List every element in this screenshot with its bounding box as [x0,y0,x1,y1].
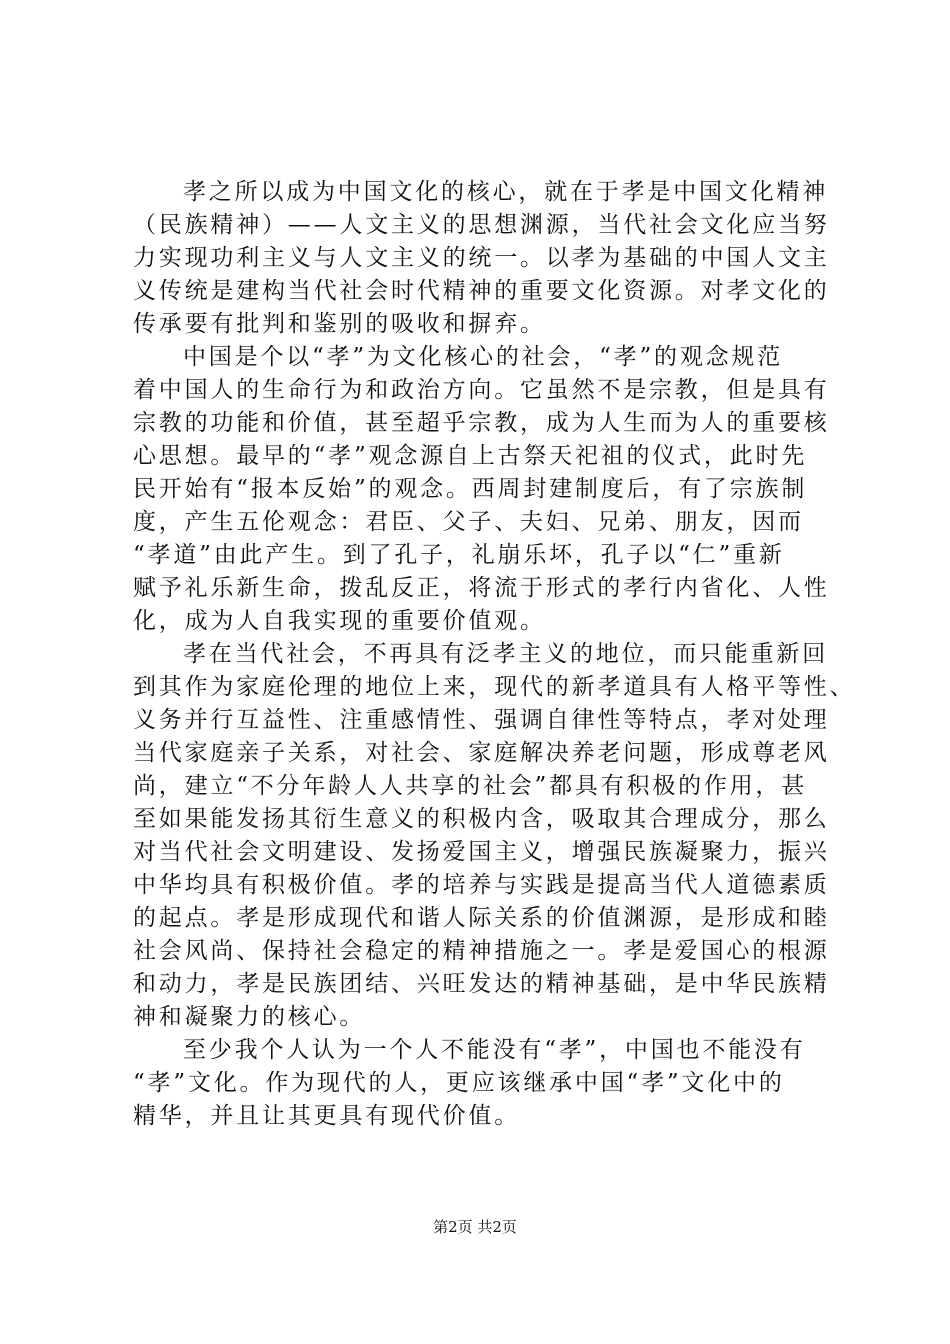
paragraph-1-line-5: 传承要有批判和鉴别的吸收和摒弃。 [133,311,546,337]
paragraph-3-line-11: 和动力，孝是民族团结、兴旺发达的精神基础，是中华民族精 [133,971,830,997]
paragraph-3-line-2: 到其作为家庭伦理的地位上来，现代的新孝道具有人格平等性、 [133,674,856,700]
paragraph-3-line-7: 对当代社会文明建设、发扬爱国主义，增强民族凝聚力，振兴 [133,839,830,865]
document-body [133,176,856,1133]
page-number-footer: 第2页 共2页 [433,1218,517,1236]
paragraph-2-line-1: 中国是个以“孝”为文化核心的社会，“孝”的观念规范 [183,344,784,370]
paragraph-1-line-1: 孝之所以成为中国文化的核心，就在于孝是中国文化精神 [183,179,828,205]
paragraph-3-line-3: 义务并行互益性、注重感情性、强调自律性等特点，孝对处理 [133,707,830,733]
paragraph-3-line-4: 当代家庭亲子关系，对社会、家庭解决养老问题，形成尊老风 [133,740,830,766]
paragraph-2-line-3: 宗教的功能和价值，甚至超乎宗教，成为人生而为人的重要核 [133,410,830,436]
paragraph-1-line-2: （民族精神）——人文主义的思想渊源，当代社会文化应当努 [133,212,830,238]
paragraph-2-line-2: 着中国人的生命行为和政治方向。它虽然不是宗教，但是具有 [133,377,830,403]
paragraph-2-line-9: 化，成为人自我实现的重要价值观。 [133,608,546,634]
paragraph-4-line-3: 精华，并且让其更具有现代价值。 [133,1103,520,1129]
paragraph-1-line-4: 义传统是建构当代社会时代精神的重要文化资源。对孝文化的 [133,278,830,304]
paragraph-3-line-12: 神和凝聚力的核心。 [133,1004,366,1030]
paragraph-1-line-3: 力实现功利主义与人文主义的统一。以孝为基础的中国人文主 [133,245,830,271]
paragraph-2-line-7: “孝道”由此产生。到了孔子，礼崩乐坏，孔子以“仁”重新 [133,542,785,568]
paragraph-2-line-5: 民开始有“报本反始”的观念。西周封建制度后，有了宗族制 [133,476,808,502]
paragraph-2-line-8: 赋予礼乐新生命，拨乱反正，将流于形式的孝行内省化、人性 [133,575,830,601]
paragraph-3-line-9: 的起点。孝是形成现代和谐人际关系的价值渊源，是形成和睦 [133,905,830,931]
paragraph-3-line-10: 社会风尚、保持社会稳定的精神措施之一。孝是爱国心的根源 [133,938,830,964]
paragraph-3-line-6: 至如果能发扬其衍生意义的积极内含，吸取其合理成分，那么 [133,806,830,832]
paragraph-2-line-6: 度，产生五伦观念：君臣、父子、夫妇、兄弟、朋友，因而 [133,509,804,535]
paragraph-3-line-5: 尚，建立“不分年龄人人共享的社会”都具有积极的作用，甚 [133,773,808,799]
paragraph-4-line-1: 至少我个人认为一个人不能没有“孝”，中国也不能没有 [183,1037,806,1063]
paragraph-2-line-4: 心思想。最早的“孝”观念源自上古祭天祀祖的仪式，此时先 [133,443,808,469]
paragraph-3-line-8: 中华均具有积极价值。孝的培养与实践是提高当代人道德素质 [133,872,830,898]
paragraph-4-line-2: “孝”文化。作为现代的人，更应该继承中国“孝”文化中的 [133,1070,785,1096]
paragraph-3-line-1: 孝在当代社会，不再具有泛孝主义的地位，而只能重新回 [183,641,828,667]
